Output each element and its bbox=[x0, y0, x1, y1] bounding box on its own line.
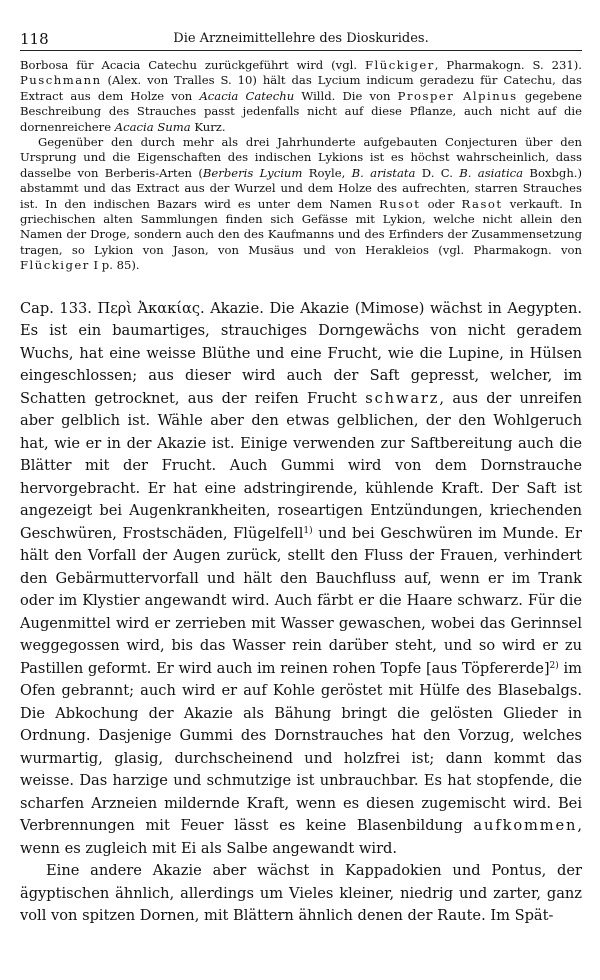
drug-name: Rasot bbox=[461, 196, 503, 211]
species-name: Acacia Catechu bbox=[199, 88, 295, 103]
text-span: D. C. bbox=[415, 165, 460, 180]
running-title: Die Arzneimittellehre des Dioskurides. bbox=[173, 31, 429, 46]
species-name: Berberis Lycium bbox=[202, 165, 303, 180]
footnote-marker: 2) bbox=[549, 660, 559, 671]
author-name: Prosper Alpinus bbox=[397, 88, 518, 103]
author-name: Puschmann bbox=[20, 73, 102, 88]
text-span: Royle, bbox=[302, 165, 352, 180]
drug-name: Rusot bbox=[379, 196, 421, 211]
footnote-marker: 1) bbox=[303, 525, 313, 536]
text-span: Cap. 133. Περὶ Ἀκακίας. Akazie. Die Akazie (Mimose) wächst in Aegypten. Es ist ein baumartiges, strauchiges Dorngewächs von nicht geradem Wuchs, hat eine weisse Blüthe und eine Frucht, wie die Lupine, in Hülsen eingeschlossen; aus dieser wird auch der Saft gepresst, welcher, im Schatten getrocknet, aus der reifen Frucht bbox=[20, 299, 582, 407]
text-span: Eine andere Akazie aber wächst in Kappadokien und Pontus, der ägyptischen ähnlich, allerdings um Vieles kleiner, niedrig und zarter, ganz voll von spitzen Dornen, mit Blättern ähnlich denen der Raute. Im Spät- bbox=[20, 862, 582, 925]
text-span: Gegenüber den durch mehr als drei Jahrhunderte aufgebauten Conjecturen über den Ursprung und die Eigenschaften des indischen Lykions ist es höchst wahrscheinlich, dass dasselbe von Berberis-Arten ( bbox=[20, 135, 582, 180]
chapter-paragraph-2 bbox=[20, 860, 582, 928]
species-name: B. asiatica bbox=[459, 165, 524, 180]
text-span: , wenn es zugleich mit Ei als Salbe angewandt wird. bbox=[20, 817, 582, 857]
note-paragraph-2 bbox=[20, 135, 582, 274]
emphasis: schwarz bbox=[365, 389, 440, 407]
species-name: Acacia Suma bbox=[114, 119, 191, 134]
text-span: Willd. Die von bbox=[294, 88, 398, 103]
running-header bbox=[20, 28, 582, 51]
text-span: , aus der unreifen aber gelblich ist. Wähle aber den etwas gelblichen, der den Wohlgeruch hat, wie er in der Akazie ist. Einige verwenden zur Saftbereitung auch die Blätter mit der Frucht. Auch Gummi wird von dem Dornstrauche hervorgebracht. Er hat eine adstringirende, kühlende Kraft. Der Saft ist angezeigt bei Augenkrankheiten, roseartigen Entzündungen, kriechenden Geschwüren, Frostschäden, Flügelfell bbox=[20, 389, 582, 542]
text-span: gegebene Beschreibung des Strauches passt jedenfalls nicht auf diese Pflanze, auch nicht auf die dornenreichere bbox=[20, 88, 582, 134]
book-page bbox=[20, 28, 582, 928]
text-span: (Alex. von Tralles S. 10) hält das Lycium indicum geradezu für Catechu, das Extract aus dem Holze von bbox=[20, 73, 582, 103]
text-span: I p. 85). bbox=[89, 258, 140, 273]
notes-block bbox=[20, 58, 582, 274]
chapter-paragraph-1 bbox=[20, 298, 582, 861]
text-span: Borbosa für Acacia Catechu zurückgeführt wird (vgl. bbox=[20, 58, 365, 72]
text-span: Boxbgh.) abstammt und das Extract aus der Wurzel und dem Holze des aufrechten, starren Strauches ist. In den indischen Bazars wird es unter dem Namen bbox=[20, 165, 582, 211]
text-span: Kurz. bbox=[190, 119, 226, 134]
author-name: Flückiger bbox=[20, 258, 90, 273]
page-number: 118 bbox=[20, 30, 49, 48]
chapter-body bbox=[20, 298, 582, 928]
text-span: , Pharmakogn. S. 231). bbox=[434, 58, 582, 72]
text-span: im Ofen gebrannt; auch wird er auf Kohle geröstet mit Hülfe des Blasebalgs. Die Abkochung der Akazie als Bähung bringt die gelösten Glieder in Ordnung. Dasjenige Gummi des Dornstrauches hat den Vorzug, welches wurmartig, glasig, durchscheinend und holzfrei ist; dann kommt das weisse. Das harzige und schmutzige ist unbrauchbar. Es hat stopfende, die scharfen Arzneien mildernde Kraft, wenn es diesen zugemischt wird. Bei Verbrennungen mit Feuer lässt es keine Blasenbildung bbox=[20, 659, 582, 835]
species-name: B. aristata bbox=[351, 165, 416, 180]
text-span: oder bbox=[420, 196, 462, 211]
text-span: und bei Geschwüren im Munde. Er hält den Vorfall der Augen zurück, stellt den Fluss der Frauen, verhindert den Gebärmuttervorfall und hält den Bauchfluss auf, wenn er im Trank oder im Klystier angewandt wird. Auch färbt er die Haare schwarz. Für die Augenmittel wird er zerrieben mit Wasser gewaschen, wobei das Gerinnsel weggegossen wird, bis das Wasser rein darüber steht, und so wird er zu Pastillen geformt. Er wird auch im reinen rohen Topfe [aus Töpfererde] bbox=[20, 524, 582, 677]
text-span: verkauft. In griechischen alten Sammlungen finden sich Gefässe mit Lykion, welche nicht allein den Namen der Droge, sondern auch den des Kaufmanns und des Erfinders der Zusammensetzung tragen, so Lykion von Jason, von Musäus und von Herakleios (vgl. Pharmakogn. von bbox=[20, 196, 582, 257]
note-paragraph-1 bbox=[20, 58, 582, 135]
author-name: Flückiger bbox=[364, 58, 435, 72]
emphasis: aufkommen bbox=[473, 817, 578, 835]
